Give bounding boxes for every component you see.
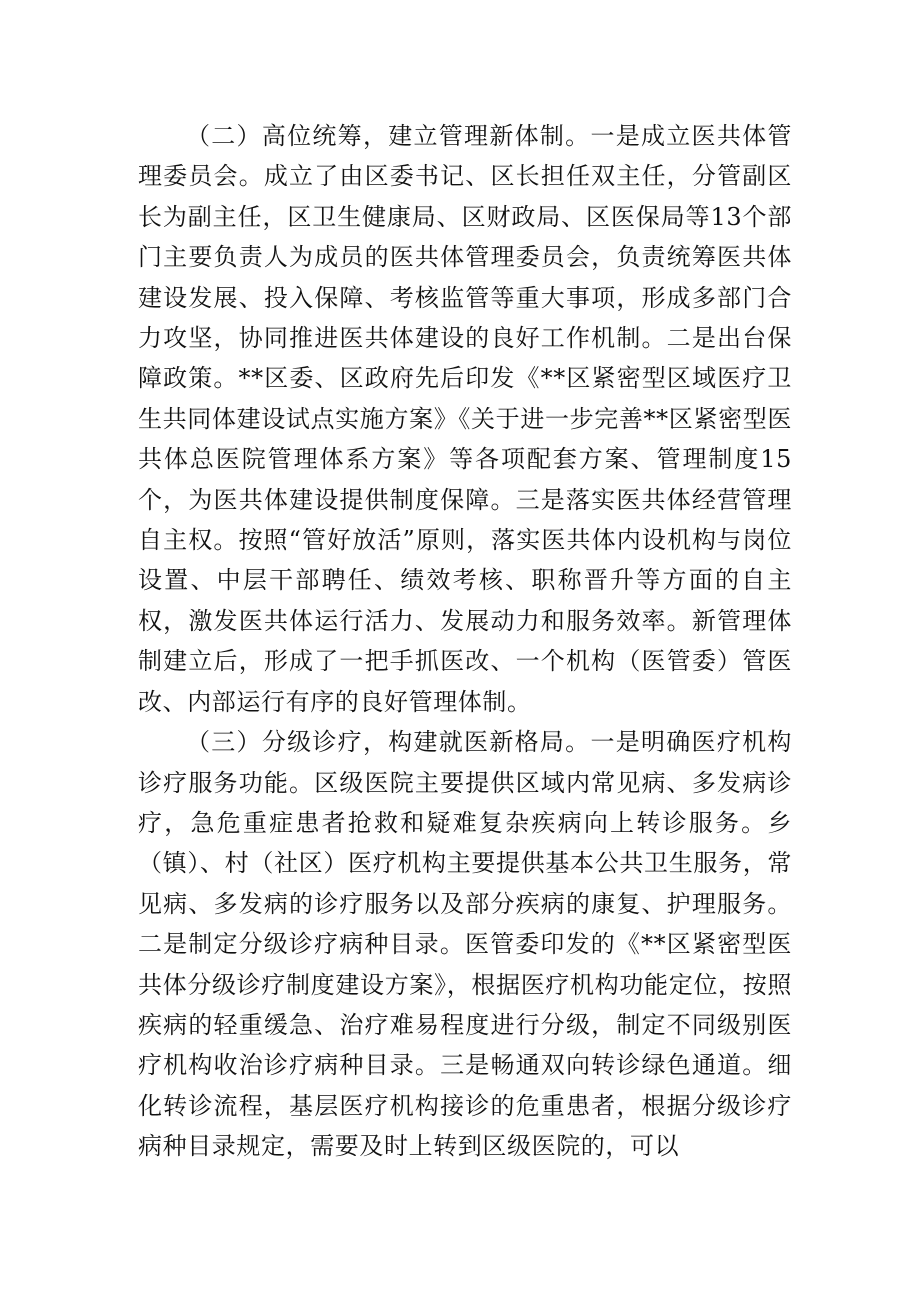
paragraph-management-system: （二）高位统筹，建立管理新体制。一是成立医共体管理委员会。成立了由区委书记、区长担任双主任，分管副区长为副主任，区卫生健康局、区财政局、区医保局等13个部门主要负责人为成员的医共体管理委员会，负责统筹医共体建设发展、投入保障、考核监管等重大事项，形成多部门合力攻坚，协同推进医共体建设的良好工作机制。二是出台保障政策。**区委、区政府先后印发《**区紧密型区域医疗卫生共同体建设试点实施方案》《关于进一步完善**区紧密型医共体总医院管理体系方案》等各项配套方案、管理制度15个，为医共体建设提供制度保障。三是落实医共体经营管理自主权。按照“管好放活”原则，落实医共体内设机构与岗位设置、中层干部聘任、绩效考核、职称晋升等方面的自主权，激发医共体运行活力、发展动力和服务效率。新管理体制建立后，形成了一把手抓医改、一个机构（医管委）管医改、内部运行有序的良好管理体制。 [138, 122, 792, 716]
paragraph-tiered-diagnosis: （三）分级诊疗，构建就医新格局。一是明确医疗机构诊疗服务功能。区级医院主要提供区域内常见病、多发病诊疗，急危重症患者抢救和疑难复杂疾病向上转诊服务。乡（镇）、村（社区）医疗机构主要提供基本公共卫生服务，常见病、多发病的诊疗服务以及部分疾病的康复、护理服务。二是制定分级诊疗病种目录。医管委印发的《**区紧密型医共体分级诊疗制度建设方案》，根据医疗机构功能定位，按照疾病的轻重缓急、治疗难易程度进行分级，制定不同级别医疗机构收治诊疗病种目录。三是畅通双向转诊绿色通道。细化转诊流程，基层医疗机构接诊的危重患者，根据分级诊疗病种目录规定，需要及时上转到区级医院的，可以 [138, 728, 792, 1161]
document-page [138, 116, 792, 1167]
